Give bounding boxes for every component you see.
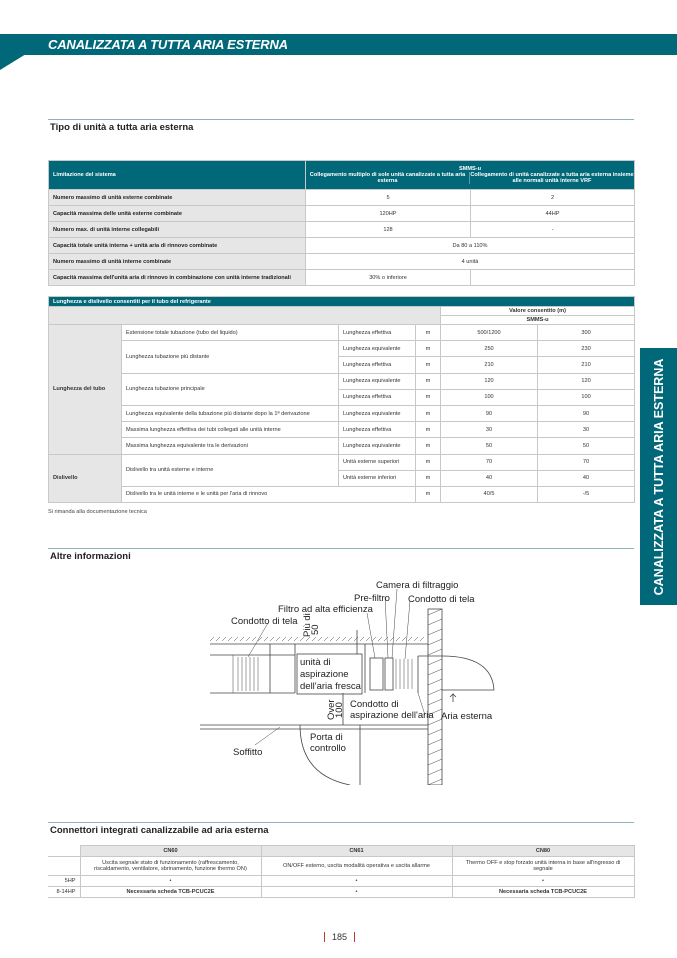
table-row: Massima lunghezza equivalente tra le derivazioni Lunghezza equivalente m 50 50 bbox=[49, 438, 635, 454]
col-header: Collegamento di unità canalizzate a tutta aria esterna insieme alle normali unità interne VRF bbox=[470, 172, 634, 184]
label-condotto-asp-2: aspirazione dell'aria bbox=[350, 710, 434, 721]
pre-filter bbox=[385, 658, 393, 690]
table-row: Dislivello tra le unità interne e le unità per l'aria di rinnovo m 40/5 -/5 bbox=[49, 486, 635, 502]
table-row: Numero max. di unità interne collegabili 128 - bbox=[49, 222, 635, 238]
outdoor-hood bbox=[418, 656, 494, 690]
section-title: Connettori integrati canalizzabile ad aria esterna bbox=[50, 825, 269, 836]
table-row: Dislivello Dislivello tra unità esterne e interne Unità esterne superiori m 70 70 bbox=[49, 454, 635, 470]
table-row: Numero massimo di unità interne combinate 4 unità bbox=[49, 254, 635, 270]
table-row: Lunghezza del tubo Estensione totale tubazione (tubo del liquido) Lunghezza effettiva m 500/1200 300 bbox=[49, 325, 635, 341]
section-title: Tipo di unità a tutta aria esterna bbox=[50, 122, 194, 133]
divider bbox=[48, 119, 634, 120]
footnote: Si rimanda alla documentazione tecnica bbox=[48, 509, 147, 515]
divider bbox=[48, 548, 634, 549]
label-over-val: 100 bbox=[334, 702, 345, 718]
group-header: SMMS-u bbox=[458, 166, 482, 172]
label-porta-2: controllo bbox=[310, 743, 346, 754]
system-limits-table bbox=[48, 160, 635, 286]
table-row: Unità esterne inferiori m 40 40 bbox=[49, 470, 635, 486]
section-title: Altre informazioni bbox=[50, 551, 131, 562]
outer-wall bbox=[428, 609, 442, 785]
table-row: Lunghezza tubazione più distante Lunghezza equivalente m 250 230 bbox=[49, 341, 635, 357]
page-number: 185 bbox=[324, 932, 355, 942]
connectors-table: CN60 CN61 CN80 Uscita segnale stato di funzionamento (raffrescamento, riscaldamento, ventilatore, sbrinamento, funzione thermo ON) ON/OFF esterno, uscita modalità operativa e uscita allarme Thermo OFF e stop forzato unità interna in base all'ingresso di segnale 5HP • • • 8-14HP Necessaria scheda TCB-PCUC2E • Necessaria scheda TCB-PCUC2E bbox=[48, 845, 635, 898]
high-efficiency-filter bbox=[370, 658, 383, 690]
divider bbox=[48, 822, 634, 823]
label-aria-esterna: Aria esterna bbox=[441, 711, 493, 722]
label-condotto-tela-r: Condotto di tela bbox=[408, 594, 475, 605]
label-unita-1: unità di bbox=[300, 657, 331, 668]
label-prefiltro: Pre-filtro bbox=[354, 593, 390, 604]
label-filtro: Filtro ad alta efficienza bbox=[278, 604, 373, 615]
label-over: Over bbox=[326, 699, 337, 720]
label-piu-di: Più di bbox=[302, 613, 313, 637]
table-row: Lunghezza tubazione principale Lunghezza equivalente m 120 120 bbox=[49, 373, 635, 389]
side-tab-label: CANALIZZATA A TUTTA ARIA ESTERNA bbox=[651, 358, 666, 595]
label-unita-3: dell'aria fresca bbox=[300, 681, 361, 692]
table-row: Massima lunghezza effettiva dei tubi collegati alle unità interne Lunghezza effettiva m 30 30 bbox=[49, 422, 635, 438]
side-tab bbox=[640, 348, 677, 605]
label-condotto-asp-1: Condotto di bbox=[350, 699, 399, 710]
page-title: CANALIZZATA A TUTTA ARIA ESTERNA bbox=[48, 37, 288, 52]
table-row: Capacità massima delle unità esterne combinate 120HP 44HP bbox=[49, 206, 635, 222]
col-header: Limitazione del sistema bbox=[49, 161, 306, 190]
table-row: Lunghezza effettiva m 210 210 bbox=[49, 357, 635, 373]
label-porta-1: Porta di bbox=[310, 732, 343, 743]
table-title: Lunghezza e dislivello consentiti per il tubo del refrigerante bbox=[49, 297, 635, 307]
label-unita-2: aspirazione bbox=[300, 669, 349, 680]
installation-diagram bbox=[200, 575, 500, 785]
header-corner bbox=[0, 54, 26, 70]
col-header: Collegamento multiplo di sole unità canalizzate a tutta aria esterna bbox=[306, 172, 470, 184]
table-row: Numero massimo di unità esterne combinate 5 2 bbox=[49, 190, 635, 206]
label-camera: Camera di filtraggio bbox=[376, 580, 459, 591]
label-soffitto: Soffitto bbox=[233, 747, 263, 758]
pipe-length-table: Lunghezza e dislivello consentiti per il tubo del refrigerante Valore consentito (m) SMMS-u Lunghezza del tubo Estensione totale tubazione (tubo del liquido) Lunghezza effettiva m 500/1200 300 Lunghezza tubazione più distante Lunghezza equivalente m 250 230 Lunghezza effettiva m 210 210 Lunghezza tubazione principale Lunghezza equivalente m 120 120 Lunghezza effettiva m 100 100 Lunghezza equivalente della tubazione più distante dopo la 1ª derivazione Lunghezza equivalente m 90 90 Massima lunghezza effettiva dei tubi collegati alle unità interne Lunghezza effettiva m 30 30 Massima lunghezza equivalente tra le derivazioni Lunghezza equivalente m 50 50 Dislivello Dislivello tra unità esterne e interne Unità esterne superiori m 70 70 Unità esterne inferiori m 40 40 Dislivello tra le unità interne e le unità per l'aria di rinnovo m 40/5 -/5 bbox=[48, 296, 635, 503]
label-condotto-tela-l: Condotto di tela bbox=[231, 616, 298, 627]
table-row: Capacità totale unità interna + unità aria di rinnovo combinate Da 80 a 110% bbox=[49, 238, 635, 254]
table-row: Capacità massima dell'unità aria di rinnovo in combinazione con unità interne tradizionali 30% o inferiore bbox=[49, 270, 635, 286]
table-row: Lunghezza equivalente della tubazione più distante dopo la 1ª derivazione Lunghezza equivalente m 90 90 bbox=[49, 405, 635, 421]
label-piu-val: 50 bbox=[310, 624, 321, 635]
table-row: 8-14HP Necessaria scheda TCB-PCUC2E • Necessaria scheda TCB-PCUC2E bbox=[48, 887, 634, 898]
table-row: 5HP • • • bbox=[48, 876, 634, 887]
table-row: Lunghezza effettiva m 100 100 bbox=[49, 389, 635, 405]
